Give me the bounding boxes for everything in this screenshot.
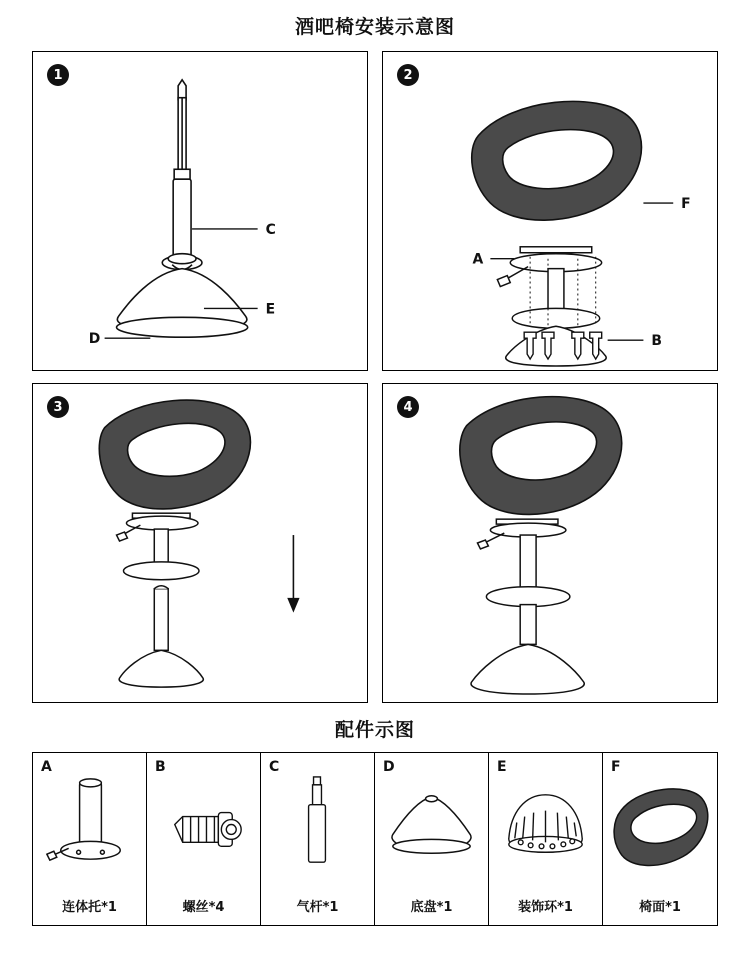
part-name: 装饰环*1 <box>518 900 573 915</box>
step-2-illustration <box>383 52 717 370</box>
part-cell-d <box>375 753 489 925</box>
parts-title: 配件示图 <box>334 719 415 741</box>
step-3-illustration <box>33 384 367 702</box>
part-name: 底盘*1 <box>410 900 453 915</box>
step-panel-4 <box>382 383 718 703</box>
step-panel-2 <box>382 51 718 371</box>
decor-ring-icon <box>489 753 602 896</box>
step-panel-1 <box>32 51 368 371</box>
part-cell-c <box>261 753 375 925</box>
seat-mount-icon <box>33 753 146 896</box>
step1-label-D: D <box>88 331 101 348</box>
step-number-badge: 4 <box>397 396 419 418</box>
part-key: F <box>611 759 621 775</box>
assembly-steps <box>32 51 718 703</box>
part-name: 气杆*1 <box>296 900 339 915</box>
part-cell-e <box>489 753 603 925</box>
step-number-badge: 2 <box>397 64 419 86</box>
step2-label-F: F <box>681 196 691 213</box>
part-key: A <box>41 759 52 775</box>
seat-icon <box>603 753 717 896</box>
part-key: E <box>497 759 507 775</box>
step2-label-B: B <box>651 333 662 350</box>
step1-label-C: C <box>265 221 276 238</box>
part-name: 连体托*1 <box>62 900 117 915</box>
part-name: 椅面*1 <box>639 900 681 915</box>
step-panel-3 <box>32 383 368 703</box>
part-cell-b <box>147 753 261 925</box>
page-title: 酒吧椅安装示意图 <box>294 16 455 38</box>
part-key: C <box>269 759 280 775</box>
part-cell-f <box>603 753 717 925</box>
part-key: B <box>155 759 166 775</box>
screw-icon <box>147 753 260 896</box>
step1-label-E: E <box>265 301 276 318</box>
step-number-badge: 3 <box>47 396 69 418</box>
part-name: 螺丝*4 <box>182 900 225 915</box>
base-plate-icon <box>375 753 488 896</box>
step-number-badge: 1 <box>47 64 69 86</box>
gas-rod-icon <box>261 753 374 896</box>
step-1-illustration <box>33 52 367 370</box>
parts-table <box>32 752 718 926</box>
step2-label-A: A <box>472 251 484 268</box>
part-cell-a <box>33 753 147 925</box>
step-4-illustration <box>383 384 717 702</box>
part-key: D <box>383 759 395 775</box>
